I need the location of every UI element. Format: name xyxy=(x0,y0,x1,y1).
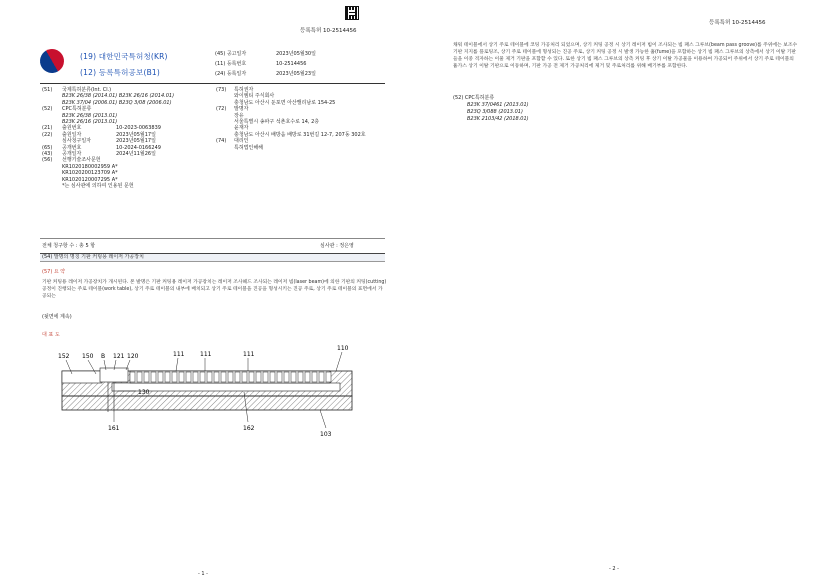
support-block xyxy=(319,372,324,382)
support-block xyxy=(186,372,191,382)
document-type: (12) 등록특허공보(B1) xyxy=(80,68,161,77)
support-block xyxy=(130,372,135,382)
biblio-row: B23K 26/16 (2013.01) xyxy=(62,119,118,126)
left-housing xyxy=(62,371,102,383)
biblio-row: (65) 공개번호 10-2024-0166249 xyxy=(42,144,161,151)
support-block xyxy=(151,372,156,382)
support-block xyxy=(305,372,310,382)
support-block xyxy=(284,372,289,382)
label-120: 120 xyxy=(127,353,139,360)
support-block xyxy=(242,372,247,382)
base-plate xyxy=(62,396,352,410)
label-110: 110 xyxy=(337,345,349,352)
biblio-row: (56) 선행기술조사문헌 xyxy=(42,157,101,164)
abstract-continued: (뒷면에 계속) xyxy=(42,314,72,320)
party-row: (72) 발명자 xyxy=(216,106,249,113)
meta-label: (24) 등록일자 xyxy=(215,71,247,77)
support-block xyxy=(165,372,170,382)
representative-drawing-heading: 대 표 도 xyxy=(42,332,60,338)
support-block xyxy=(172,372,177,382)
support-block xyxy=(221,372,226,382)
abstract-heading: (57) 요 약 xyxy=(42,269,66,275)
party-row: 장유 xyxy=(234,112,244,119)
party-row: 윤재자 xyxy=(234,125,249,132)
support-block xyxy=(193,372,198,382)
biblio-row: (21) 출원번호 10-2023-0063839 xyxy=(42,125,161,132)
support-block xyxy=(249,372,254,382)
meta-label: (11) 등록번호 xyxy=(215,61,247,67)
meta-value: 2023년05월23일 xyxy=(276,71,316,77)
support-block xyxy=(256,372,261,382)
biblio-row: B23K 26/38 (2013.01) xyxy=(62,112,118,119)
biblio-row: KR1020180002959 A* xyxy=(62,163,118,170)
support-block xyxy=(312,372,317,382)
total-claims: 전체 청구항 수 : 총 5 항 xyxy=(42,243,96,249)
label-150: 150 xyxy=(82,353,94,360)
meta-value: 2023년05월30일 xyxy=(276,51,316,57)
biblio-row: B23K 26/38 (2014.01) B23K 26/16 (2014.01) xyxy=(62,93,175,100)
abstract-text: 기판 커팅용 레이저 가공장치가 개시된다. 본 발명은 기판 커팅용 레이저 가공장치는 레이저 조사헤드 조사되는 레이저 빔(laser beam)에 의한 기판의 커팅(cutting) 공정이 진행되는 주로 테이블(work table), 상기 주로 테이블의 내부에 배치되고 상기 주로 테이블을 진공을 형성시키는 진공 주로, 상기 주로 테이블의 표면에서 가공되는 xyxy=(42,280,387,300)
meta-value: 10-2514456 xyxy=(276,61,307,67)
cpc-item: B23K 2103/42 (2018.01) xyxy=(467,116,529,122)
cpc-item: B23K 37/0461 (2013.01) xyxy=(467,102,529,108)
nozzle-assembly xyxy=(100,368,128,382)
cpc-item: B23Q 3/088 (2013.01) xyxy=(467,109,523,115)
biblio-row: (52) CPC특허분류 xyxy=(42,106,92,113)
biblio-row: (22) 출원일자 2023년05월17일 xyxy=(42,131,156,138)
abstract-continued-text: 채워 테이블에서 상기 주로 테이블에 코팅 가공처리 되었으며, 상기 커팅 공정 시 상기 레이저 빔이 조사되는 빔 패스 그루브(beam pass groove)를 주위에는 보조수 기판 지지를 플로팅조, 상기 주로 테이블에 형성되는 진공 주로, 상기 커팅 공정 시 발생 가능한 흄(fume)을 포함하는 상기 빔 패스 그루브의 상측에서 상기 이탈 기판들을 이중 격자하는 이물 제거 기판을 포함할 수 있다. 또한 상기 빔 패스 그루브의 상측 커팅 후 상기 이탈 가공물을 이용하여 가공되어 주위에서 상기 주로 테이블의 흄가스 상기 이탈 기판으로 이동하며, 기판 가공 전 제거 가공처리에 제거 및 주로처리를 위해 배기부를 포함한다. xyxy=(453,43,798,69)
party-row: 특허법인해해 xyxy=(234,144,263,151)
examiner: 심사관 : 정은영 xyxy=(320,243,354,249)
biblio-row: *는 심사관에 의하여 인용된 문헌 xyxy=(62,183,134,190)
label-111b: 111 xyxy=(200,351,212,358)
support-block xyxy=(277,372,282,382)
biblio-row: 심사청구일자 2023년05월17일 xyxy=(62,138,156,145)
biblio-row: KR1020200123709 A* xyxy=(62,170,118,177)
support-block xyxy=(158,372,163,382)
office-name: (19) 대한민국특허청(KR) xyxy=(80,52,168,61)
label-121: 121 xyxy=(113,353,125,360)
label-152: 152 xyxy=(58,353,70,360)
support-block xyxy=(270,372,275,382)
publication-number: 등록특허 10-2514456 xyxy=(709,20,766,26)
support-block xyxy=(207,372,212,382)
label-103: 103 xyxy=(320,431,332,438)
party-row: 충청남도 아산시 둔포면 아산밸리남로 154-25 xyxy=(234,99,336,106)
support-block xyxy=(144,372,149,382)
support-block xyxy=(214,372,219,382)
label-130: 130 xyxy=(138,389,150,396)
page-number: - 1 - xyxy=(198,571,208,577)
party-row: (74) 대리인 xyxy=(216,138,249,145)
support-block xyxy=(326,372,331,382)
support-block xyxy=(291,372,296,382)
support-block xyxy=(228,372,233,382)
support-block xyxy=(263,372,268,382)
label-161: 161 xyxy=(108,425,120,432)
biblio-row: B23K 37/04 (2006.01) B23Q 3/08 (2006.01) xyxy=(62,99,172,106)
label-111a: 111 xyxy=(173,351,185,358)
biblio-row: (43) 공개일자 2024년11월26일 xyxy=(42,151,156,158)
label-162: 162 xyxy=(243,425,255,432)
support-block xyxy=(298,372,303,382)
cpc-heading: (52) CPC특허분류 xyxy=(453,95,495,101)
support-block xyxy=(200,372,205,382)
support-block xyxy=(235,372,240,382)
biblio-row: (51) 국제특허분류(Int. Cl.) xyxy=(42,87,112,93)
meta-label: (45) 공고일자 xyxy=(215,51,247,57)
party-row: (73) 특허권자 xyxy=(216,87,254,93)
support-block xyxy=(179,372,184,382)
publication-number: 등록특허 10-2514456 xyxy=(300,28,357,34)
page-number: - 2 - xyxy=(609,566,619,572)
label-B: B xyxy=(101,353,106,360)
party-row: 와이엠티 주식회사 xyxy=(234,93,275,100)
invention-title: (54) 발명의 명칭 기판 커팅용 레이저 가공장치 xyxy=(42,254,144,260)
party-row: 서울특별시 송파구 석촌호수로 14, 2층 xyxy=(234,119,320,126)
support-block xyxy=(137,372,142,382)
label-111c: 111 xyxy=(243,351,255,358)
biblio-row: KR1020120007295 A* xyxy=(62,176,118,183)
patent-page-2 xyxy=(409,0,818,588)
party-row: 충청남도 아산시 배방읍 배방로 31번길 12-7, 207동 302호 xyxy=(234,131,366,138)
